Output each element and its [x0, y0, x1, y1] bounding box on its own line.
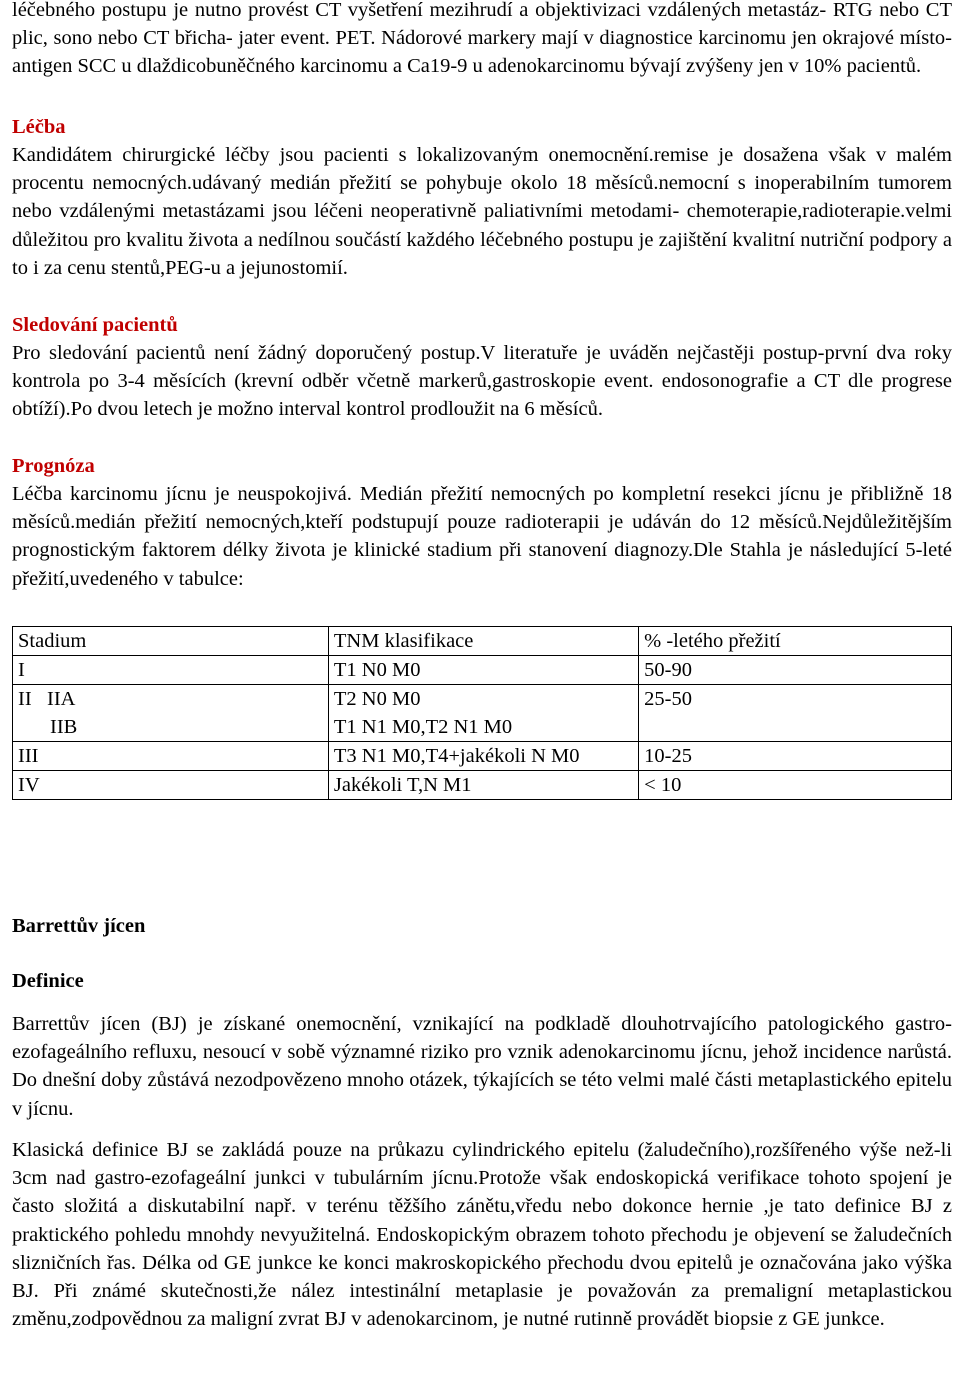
table-cell-stage: III — [13, 742, 329, 771]
table-cell-tnm: T1 N0 M0 — [328, 656, 638, 685]
table-cell-survival: 10-25 — [639, 742, 952, 771]
heading-prognoza: Prognóza — [12, 455, 95, 477]
table-header-cell: % -letého přežití — [639, 627, 952, 656]
table-row — [13, 685, 952, 742]
table-cell-stage: IV — [13, 771, 329, 800]
treatment-paragraph: Kandidátem chirurgické léčby jsou pacienti s lokalizovaným onemocnění.remise je dosažena však v malém procentu nemocných.udávaný medián přežití se pohybuje okolo 18 měsíců.nemocní s inoperabilním tumorem nebo vzdálenými metastázami jsou léčeni neoperativně paliativními metodami- chemoterapie,radioterapie.velmi důležitou pro kvalitu života a nedílnou součástí každého léčebného postupu je zajištění kvalitní nutriční podpory a to i za cenu stentů,PEG-u a jejunostomií. — [12, 144, 952, 279]
table-cell-survival: 50-90 — [639, 656, 952, 685]
intro-paragraph: léčebného postupu je nutno provést CT vyšetření mezihrudí a objektivizaci vzdálených metastáz- RTG nebo CT plic, sono nebo CT břicha- jater event. PET. Nádorové markery mají v diagnostice karcinomu jen okrajové místo- antigen SCC u dlaždicobuněčného karcinomu a Ca19-9 u adenokarcinomu bývají zvýšeny jen v 10% pacientů. — [12, 0, 952, 78]
heading-lecba: Léčba — [12, 116, 66, 138]
table-row — [13, 771, 952, 800]
stage-sublabel: IIB — [50, 716, 78, 738]
stage-label: II IIA — [18, 688, 76, 710]
table-cell-stage: I — [13, 656, 329, 685]
barrett-title: Barrettův jícen — [12, 915, 146, 937]
tnm-sublabel: T1 N1 M0,T2 N1 M0 — [333, 716, 513, 738]
heading-sledovani: Sledování pacientů — [12, 314, 178, 336]
table-cell-tnm: T3 N1 M0,T4+jakékoli N M0 — [328, 742, 638, 771]
table-row — [13, 742, 952, 771]
table-cell-survival: < 10 — [639, 771, 952, 800]
table-row — [13, 656, 952, 685]
prognosis-paragraph: Léčba karcinomu jícnu je neuspokojivá. Medián přežití nemocných po kompletní resekci jícnu je přibližně 18 měsíců.medián přežití nemocných,kteří podstupují pouze radioterapii je udáván do 12 měsíců.Nejdůležitějším prognostickým faktorem délky života je klinické stadium při stanovení diagnozy.Dle Stahla je následující 5-leté přežití,uvedeného v tabulce: — [12, 483, 952, 590]
followup-paragraph: Pro sledování pacientů není žádný doporučený postup.V literatuře je uváděn nejčastěji postup-první dva roky kontrola po 3-4 měsících (krevní odběr včetně markerů,gastroskopie event. endosonografie a CT dle progrese obtíží).Po dvou letech je možno interval kontrol prodloužit na 6 měsíců. — [12, 342, 952, 421]
barrett-paragraph-2: Klasická definice BJ se zakládá pouze na průkazu cylindrického epitelu (žaludečního),rozšířeného výše než-li 3cm nad gastro-ezofageální junkci v tubulárním jícnu.Protože však endoskopická verifikace tohoto spojení je často složitá a diskutabilní např. v terénu těžšího zánětu,vředu nebo dokonce hernie ,je tato definice BJ z praktického pohledu mnohdy nevyužitelná. Endoskopickým obrazem tohoto přechodu je objevení se žaludečních slizničních řas. Délka od GE junkce ke konci makroskopického přechodu dvou epitelů je označována jako výška BJ. Při známé skutečnosti,že nález intestinální metaplasie je považován za premaligní metaplastickou změnu,zodpovědnou za maligní zvrat BJ v adenokarcinom, je nutné rutinně provádět biopsie z GE junkce. — [12, 1139, 952, 1331]
barrett-paragraph-1: Barrettův jícen (BJ) je získané onemocnění, vznikající na podkladě dlouhotrvajícího patologického gastro-ezofageálního refluxu, nesoucí v sobě významné riziko pro vznik adenokarcinomu jícnu, jehož incidence narůstá. Do dnešní doby zůstává nezodpovězeno mnoho otázek, týkajících se této velmi malé části metaplastického epitelu v jícnu. — [12, 1013, 952, 1120]
stage-survival-table — [12, 626, 952, 800]
table-cell-survival: 25-50 — [639, 685, 952, 742]
table-cell-stage — [13, 685, 329, 742]
tnm-label: T2 N0 M0 — [333, 688, 421, 710]
table-header-cell: Stadium — [13, 627, 329, 656]
table-cell-tnm: Jakékoli T,N M1 — [328, 771, 638, 800]
definition-heading: Definice — [12, 970, 84, 992]
table-header-cell: TNM klasifikace — [328, 627, 638, 656]
table-header-row — [13, 627, 952, 656]
table-cell-tnm — [328, 685, 638, 742]
